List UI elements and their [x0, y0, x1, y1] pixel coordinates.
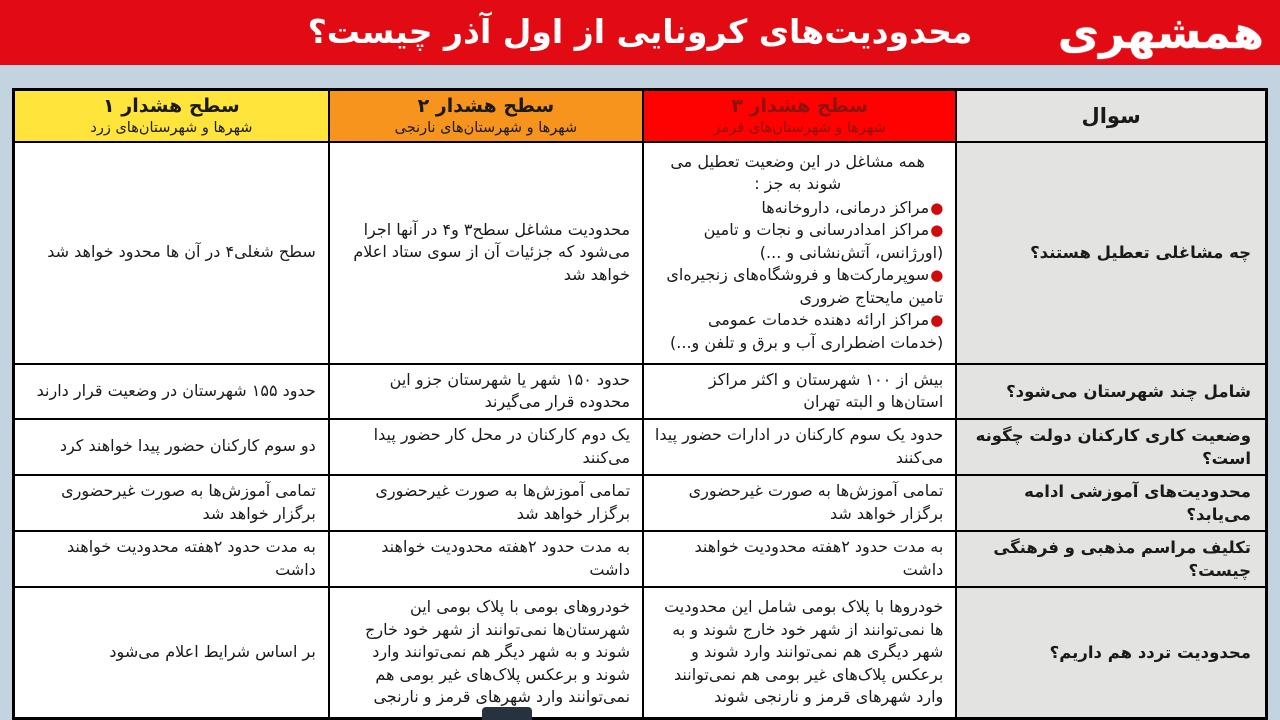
restrictions-table: [12, 88, 1268, 720]
row-religious-cultural-events: [14, 531, 1267, 587]
bullet-item: ●مراکز درمانی، داروخانه‌ها: [761, 197, 944, 217]
header-question: سوال: [956, 90, 1266, 142]
header-alert-level-1: [14, 90, 329, 142]
header-alert-level-2-subtitle: شهرها و شهرستان‌های نارنجی: [394, 119, 578, 136]
level2-answer-cell: محدودیت مشاغل سطح۳ و۴ در آنها اجرا می‌شود که جزئیات آن از سوی ستاد اعلام خواهد شد: [329, 142, 643, 364]
row-government-staff: [14, 419, 1267, 475]
level3-answer-cell: حدود یک سوم کارکنان در ادارات حضور پیدا می‌کنند: [643, 419, 956, 475]
row-travel-restrictions: [14, 587, 1267, 719]
header-banner: [0, 0, 1280, 65]
level3-bullet-list: [652, 197, 943, 355]
row-closed-businesses: [14, 142, 1267, 364]
level3-answer-cell: به مدت حدود ۲هفته محدودیت خواهند داشت: [643, 531, 956, 587]
level2-answer-cell: تمامی آموزش‌ها به صورت غیرحضوری برگزار خواهد شد: [329, 475, 643, 531]
header-alert-level-1-title: سطح هشدار ۱: [103, 94, 240, 117]
header-alert-level-2-title: سطح هشدار ۲: [417, 94, 555, 117]
hamshahri-logo: همشهری: [1057, 6, 1264, 59]
header-alert-level-3: [643, 90, 956, 142]
level1-answer-cell: تمامی آموزش‌ها به صورت غیرحضوری برگزار خواهد شد: [14, 475, 329, 531]
header-alert-level-2: [329, 90, 643, 142]
header-alert-level-3-title: سطح هشدار ۳: [731, 94, 868, 117]
watermark-bar: [482, 707, 532, 720]
level2-answer-cell: حدود ۱۵۰ شهر یا شهرستان جزو این محدوده قرار می‌گیرند: [329, 364, 643, 419]
bullet-dot-icon: ●: [930, 311, 944, 330]
level1-answer-cell: سطح شغلی۴ در آن ها محدود خواهد شد: [14, 142, 329, 364]
level2-answer-cell: خودروهای بومی با پلاک بومی این شهرستان‌ها نمی‌توانند از شهر خود خارج شوند و به شهر دیگر هم نمی‌توانند وارد شوند و برعکس پلاک‌های غیر بومی هم نمی‌توانند وارد شهرهای قرمز و نارنجی: [329, 587, 643, 719]
row-education-restrictions: [14, 475, 1267, 531]
bullet-dot-icon: ●: [930, 266, 944, 285]
header-alert-level-1-subtitle: شهرها و شهرستان‌های زرد: [90, 119, 253, 136]
level1-answer-cell: دو سوم کارکنان حضور پیدا خواهند کرد: [14, 419, 329, 475]
question-cell: چه مشاغلی تعطیل هستند؟: [956, 142, 1266, 364]
level1-answer-cell: بر اساس شرایط اعلام می‌شود: [14, 587, 329, 719]
question-cell: محدودیت تردد هم داریم؟: [956, 587, 1266, 719]
question-cell: وضعیت کاری کارکنان دولت چگونه است؟: [956, 419, 1266, 475]
level3-answer-cell: بیش از ۱۰۰ شهرستان و اکثر مراکز استان‌ها و البته تهران: [643, 364, 956, 419]
page-title: محدودیت‌های کرونایی از اول آذر چیست؟: [307, 12, 973, 51]
question-cell: تکلیف مراسم مذهبی و فرهنگی چیست؟: [956, 531, 1266, 587]
level3-answer-cell: [643, 142, 956, 364]
bullet-dot-icon: ●: [930, 221, 944, 240]
bullet-item: ●سوپرمارکت‌ها و فروشگاه‌های زنجیره‌ای تامین مایحتاج ضروری: [666, 265, 944, 307]
bullet-item: ●مراکز امدادرسانی و نجات و تامین (اورژانس، آتش‌نشانی و ...): [703, 220, 944, 262]
level2-answer-cell: یک دوم کارکنان در محل کار حضور پیدا می‌کنند: [329, 419, 643, 475]
level1-answer-cell: حدود ۱۵۵ شهرستان در وضعیت قرار دارند: [14, 364, 329, 419]
level2-answer-cell: به مدت حدود ۲هفته محدودیت خواهند داشت: [329, 531, 643, 587]
bullet-dot-icon: ●: [930, 198, 944, 217]
level3-answer-cell: خودروها با پلاک بومی شامل این محدودیت ها نمی‌توانند از شهر خود خارج شوند و به شهر دیگری هم نمی‌توانند وارد شوند و برعکس پلاک‌های غیر بومی هم نمی‌توانند وارد شهرهای قرمز و نارنجی شوند: [643, 587, 956, 719]
table-header-row: [14, 90, 1267, 142]
header-alert-level-3-subtitle: شهرها و شهرستان‌های قرمز: [713, 119, 886, 136]
level3-answer-cell: تمامی آموزش‌ها به صورت غیرحضوری برگزار خواهد شد: [643, 475, 956, 531]
bullet-item: ●مراکز ارائه دهنده خدمات عمومی (خدمات اضطراری آب و برق و تلفن و...): [670, 310, 944, 352]
row-county-count: [14, 364, 1267, 419]
level3-answer-intro: همه مشاغل در این وضعیت تعطیل می شوند به جز :: [670, 151, 925, 194]
level1-answer-cell: به مدت حدود ۲هفته محدودیت خواهند داشت: [14, 531, 329, 587]
question-cell: شامل چند شهرستان می‌شود؟: [956, 364, 1266, 419]
question-cell: محدودیت‌های آموزشی ادامه می‌یابد؟: [956, 475, 1266, 531]
